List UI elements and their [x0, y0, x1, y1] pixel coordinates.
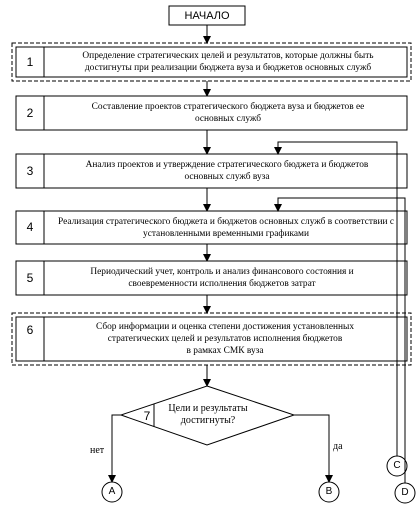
- step-4-number: 4: [26, 220, 34, 234]
- step-2-number: 2: [26, 106, 34, 120]
- branch-no-label: нет: [90, 445, 105, 456]
- step-5-number: 5: [26, 271, 34, 285]
- decision-line-2: достигнуты?: [180, 415, 236, 426]
- connector-a-label: A: [108, 486, 116, 497]
- step-5-text: Периодический учет, контроль и анализ финансового состояния и своевременности исполнения бюджетов затрат: [90, 267, 354, 289]
- decision-number: 7: [143, 409, 151, 423]
- step-1-text: Определение стратегических целей и результатов, которые должны быть достигнуты при реализации бюджета вуза и бюджетов основных служб: [82, 51, 374, 73]
- connector-d-label: D: [401, 487, 409, 498]
- step-3-number: 3: [26, 164, 34, 178]
- step-1-number: 1: [26, 55, 34, 69]
- step-6-text-main: Сбор информации и оценка степени достижения установленных стратегических целей и результатов исполнения бюджетов: [95, 322, 355, 344]
- step-6-text: [70, 317, 380, 361]
- step-2-text: Составление проектов стратегического бюджета вуза и бюджетов ее основных служб: [91, 102, 365, 124]
- connector-b-label: B: [325, 486, 333, 497]
- step-6-text-sub: в рамках СМК вуза: [186, 346, 264, 356]
- step-4-text: Реализация стратегического бюджета и бюджетов основных служб в соответствии с установленными временными графиками: [58, 216, 394, 239]
- decision-text: [158, 399, 258, 431]
- connector-c-label: C: [393, 460, 401, 471]
- feedback-line-c: [278, 142, 397, 456]
- start-label: НАЧАЛО: [184, 9, 230, 22]
- step-3-text: Анализ проектов и утверждение стратегического бюджета и бюджетов основных служб вуза: [85, 160, 369, 182]
- step-6-number: 6: [26, 323, 34, 337]
- branch-yes-label: да: [333, 441, 343, 452]
- branch-no-line: [112, 415, 121, 482]
- decision-line-1: Цели и результаты: [168, 403, 248, 414]
- branch-yes-line: [294, 415, 329, 482]
